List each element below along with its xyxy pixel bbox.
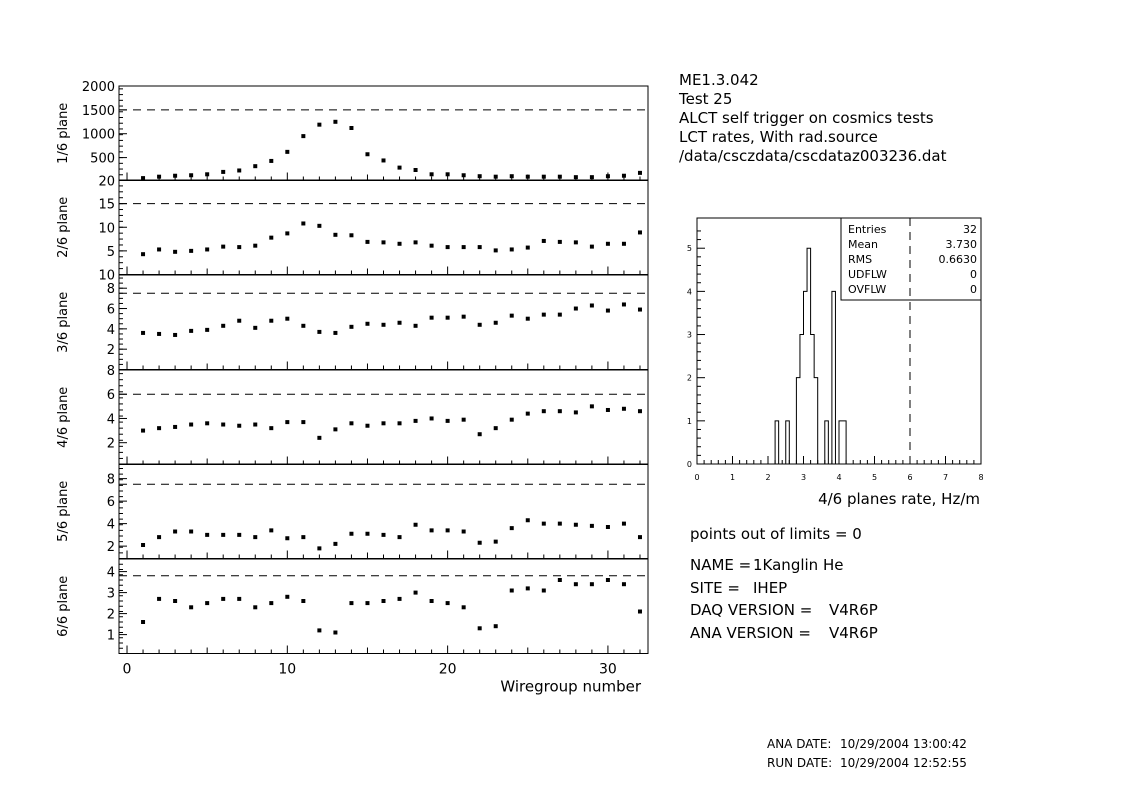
panel-6-xtick-label: 20 (438, 661, 457, 678)
panel-2-point (398, 242, 402, 246)
panel-2-point (494, 248, 498, 252)
panel-5-point (478, 541, 482, 545)
panel-2-point (189, 249, 193, 253)
panel-6-xtick-label: 0 (122, 661, 132, 678)
panel-4-point (462, 418, 466, 422)
header-line-5: /data/csczdata/cscdataz003236.dat (679, 147, 947, 165)
panel-2-point (365, 240, 369, 244)
panel-3-ytick-label: 6 (106, 302, 115, 318)
panel-2-point (237, 245, 241, 249)
ana-date-row (767, 737, 997, 751)
histogram-ytick-label: 4 (686, 287, 692, 297)
panel-3-point (237, 319, 241, 323)
limits-text: points out of limits = 0 (690, 525, 862, 543)
panel-4-ytick-label: 2 (106, 436, 115, 452)
panel-4-point (301, 420, 305, 424)
panel-5-point (237, 533, 241, 537)
panel-6-ylabel: 6/6 plane (56, 575, 71, 637)
panel-5-point (205, 533, 209, 537)
ana-value: V4R6P (829, 624, 878, 642)
panel-5-point (269, 528, 273, 532)
panel-1-point (221, 170, 225, 174)
panel-3-point (398, 321, 402, 325)
panel-6-point (526, 586, 530, 590)
stats-label: UDFLW (848, 268, 887, 281)
panel-4-point (205, 421, 209, 425)
panel-2-point (510, 247, 514, 251)
panel-6-point (317, 628, 321, 632)
panel-1-point (430, 172, 434, 176)
panel-5-point (462, 530, 466, 534)
panel-6-point (606, 578, 610, 582)
ana-date-value: 10/29/2004 13:00:42 (840, 737, 967, 751)
panel-1-point (382, 158, 386, 162)
panel-2-point (382, 240, 386, 244)
panel-4-point (141, 429, 145, 433)
panel-4-point (237, 424, 241, 428)
panel-5-point (157, 535, 161, 539)
panel-5-point (430, 528, 434, 532)
histogram-ytick-label: 3 (686, 330, 692, 340)
panel-2-point (253, 244, 257, 248)
panel-2-point (157, 247, 161, 251)
panel-3-point (574, 307, 578, 311)
panel-1-point (510, 174, 514, 178)
histogram-xtick-label: 2 (765, 473, 771, 482)
panel-1-point (462, 173, 466, 177)
panel-2-point (446, 245, 450, 249)
stats-value: 0 (970, 268, 977, 281)
panel-4-ytick-label: 8 (106, 364, 115, 379)
panel-6-point (382, 599, 386, 603)
panel-2-point (141, 252, 145, 256)
panel-5-point (446, 528, 450, 532)
panel-3-point (638, 308, 642, 312)
panel-3-point (494, 321, 498, 325)
panel-3-point (430, 316, 434, 320)
panel-2-point (574, 240, 578, 244)
panel-4-point (526, 412, 530, 416)
panel-3-point (349, 325, 353, 329)
panel-2-frame (119, 180, 648, 275)
panel-6-point (365, 601, 369, 605)
panel-6-point (221, 597, 225, 601)
panel-6-point (446, 601, 450, 605)
panel-4-point (606, 408, 610, 412)
histogram-xtick-label: 3 (800, 473, 807, 482)
panel-5-point (189, 530, 193, 534)
panel-4-point (398, 421, 402, 425)
panel-5-point (221, 533, 225, 537)
site-label: SITE = (690, 579, 740, 597)
panel-5-point (526, 518, 530, 522)
panel-6-ytick-label: 2 (106, 607, 115, 623)
panel-2-point (622, 242, 626, 246)
panel-5-point (333, 542, 337, 546)
panel-5-frame (119, 464, 648, 559)
header-line-3: ALCT self trigger on cosmics tests (679, 109, 934, 127)
panel-2-point (638, 230, 642, 234)
histogram-xtick-label: 0 (694, 473, 700, 482)
panel-5-point (494, 540, 498, 544)
panel-5-point (285, 536, 289, 540)
panel-2-ylabel: 2/6 plane (56, 196, 71, 258)
panel-1-point (542, 175, 546, 179)
panel-4-point (574, 410, 578, 414)
panel-1-point (558, 175, 562, 179)
panel-3-point (446, 316, 450, 320)
panel-4-point (430, 416, 434, 420)
panel-1-point (317, 123, 321, 127)
site-value: IHEP (753, 579, 788, 597)
panel-6-xlabel: Wiregroup number (500, 677, 641, 696)
name-value: 1Kanglin He (753, 556, 844, 574)
panel-4-ytick-label: 4 (106, 412, 115, 428)
panel-1-point (269, 159, 273, 163)
panel-4-point (494, 426, 498, 430)
panel-1-ytick-label: 2000 (81, 80, 115, 95)
histogram-xtick-label: 4 (836, 473, 842, 482)
panel-6-point (638, 610, 642, 614)
panel-2-ytick-label: 10 (98, 268, 115, 284)
stats-value: 32 (963, 223, 977, 236)
panel-4-point (349, 421, 353, 425)
panel-4-point (333, 427, 337, 431)
panel-5-point (253, 535, 257, 539)
panel-2-point (478, 245, 482, 249)
panel-5-ytick-label: 8 (106, 472, 115, 488)
panel-3-point (510, 314, 514, 318)
panel-5-ytick-label: 2 (106, 540, 115, 556)
histogram-xtick-label: 7 (942, 473, 949, 482)
panel-5-point (590, 524, 594, 528)
panel-5-point (414, 523, 418, 527)
panel-5-point (301, 535, 305, 539)
panel-5-ylabel: 5/6 plane (56, 480, 71, 542)
panel-2-point (349, 233, 353, 237)
panel-1-point (301, 134, 305, 138)
panel-5-ytick-label: 4 (106, 517, 115, 533)
ana-label: ANA VERSION = (690, 624, 811, 642)
panel-2-ytick-label: 15 (98, 197, 115, 213)
panel-3-point (365, 322, 369, 326)
panel-6-point (462, 605, 466, 609)
panel-5-point (398, 535, 402, 539)
panel-5-point (574, 523, 578, 527)
panel-6-point (622, 582, 626, 586)
histogram-xtick-label: 6 (907, 473, 913, 482)
ana-row (690, 624, 990, 642)
panel-1-point (638, 171, 642, 175)
panel-1-point (157, 175, 161, 179)
panel-1-point (237, 168, 241, 172)
panel-6-point (301, 599, 305, 603)
panel-4-point (542, 409, 546, 413)
panel-3-point (478, 323, 482, 327)
panel-4-point (285, 420, 289, 424)
panel-2-point (542, 239, 546, 243)
panel-1-point (349, 126, 353, 130)
panel-6-point (414, 591, 418, 595)
panel-3-ytick-label: 4 (106, 322, 115, 338)
stats-label: Mean (848, 238, 878, 251)
panel-3-point (333, 331, 337, 335)
panel-3-point (462, 315, 466, 319)
panel-4-point (414, 419, 418, 423)
panel-1-ytick-label: 1000 (81, 127, 115, 143)
panel-1-ytick-label: 1500 (81, 103, 115, 119)
panel-1-point (574, 175, 578, 179)
panel-2-point (285, 231, 289, 235)
panel-5-point (510, 526, 514, 530)
panel-3-point (189, 329, 193, 333)
panel-1-point (446, 172, 450, 176)
panel-4-point (269, 426, 273, 430)
panel-3-point (205, 328, 209, 332)
histogram-ytick-label: 1 (686, 416, 692, 426)
run-date-label: RUN DATE: (767, 756, 833, 770)
panel-5-point (173, 530, 177, 534)
panel-1-point (173, 174, 177, 178)
ana-date-label: ANA DATE: (767, 737, 832, 751)
panel-6-point (205, 601, 209, 605)
run-date-row (767, 756, 997, 770)
panel-6-point (574, 582, 578, 586)
header-line-4: LCT rates, With rad.source (679, 128, 878, 146)
panel-3-point (558, 313, 562, 317)
panel-4-point (446, 419, 450, 423)
panel-2-point (462, 245, 466, 249)
panel-3-point (173, 333, 177, 337)
panel-2-point (317, 224, 321, 228)
panel-1-ytick-label: 20 (98, 174, 115, 190)
panel-2-point (173, 250, 177, 254)
panel-4-ylabel: 4/6 plane (56, 386, 71, 448)
histogram-xlabel: 4/6 planes rate, Hz/m (818, 490, 980, 508)
panel-3-point (542, 313, 546, 317)
panel-4-frame (119, 370, 648, 465)
panel-5-point (622, 522, 626, 526)
panel-3-ytick-label: 2 (106, 343, 115, 359)
panel-2-point (333, 233, 337, 237)
panel-1-point (189, 173, 193, 177)
panel-4-point (478, 432, 482, 436)
panel-5-point (349, 532, 353, 536)
panel-3-frame (119, 275, 648, 370)
panel-3-point (414, 324, 418, 328)
panel-6-point (558, 578, 562, 582)
panel-4-point (622, 407, 626, 411)
panel-4-point (253, 423, 257, 427)
stats-label: RMS (848, 253, 873, 266)
panel-4-ytick-label: 6 (106, 388, 115, 404)
panel-5-point (365, 532, 369, 536)
panel-1-point (365, 152, 369, 156)
panel-6-xtick-label: 30 (599, 661, 617, 678)
histogram-xtick-label: 8 (978, 473, 984, 482)
panel-2-point (205, 247, 209, 251)
histogram-ytick-label: 0 (686, 460, 692, 469)
stats-label: OVFLW (848, 283, 887, 296)
panel-5-ytick-label: 6 (106, 495, 115, 511)
panel-6-point (430, 599, 434, 603)
panel-5-point (606, 525, 610, 529)
panel-2-point (221, 245, 225, 249)
panel-2-point (590, 245, 594, 249)
panel-4-point (382, 421, 386, 425)
histogram-ytick-label: 2 (686, 373, 692, 383)
panel-6-point (237, 597, 241, 601)
header-line-2: Test 25 (679, 90, 733, 108)
panel-1-frame (119, 86, 648, 181)
stats-label: Entries (848, 223, 887, 236)
panel-6-point (253, 605, 257, 609)
daq-label: DAQ VERSION = (690, 601, 813, 619)
panel-6-point (542, 589, 546, 593)
panel-2-ytick-label: 10 (98, 221, 115, 237)
panel-6-ytick-label: 3 (106, 586, 115, 602)
stats-value: 0.6630 (938, 253, 977, 266)
panel-2-point (430, 244, 434, 248)
panel-4-point (365, 424, 369, 428)
name-label: NAME = (690, 556, 752, 574)
panel-3-point (317, 330, 321, 334)
panel-1-point (526, 175, 530, 179)
panel-3-point (526, 317, 530, 321)
panel-3-ylabel: 3/6 plane (56, 291, 71, 353)
panel-1-point (205, 172, 209, 176)
panel-3-point (301, 324, 305, 328)
panel-5-point (317, 546, 321, 550)
panel-4-point (317, 436, 321, 440)
panel-1-point (333, 120, 337, 124)
panel-3-point (606, 309, 610, 313)
panel-6-point (590, 582, 594, 586)
panel-2-point (606, 242, 610, 246)
panel-1-point (253, 164, 257, 168)
run-date-value: 10/29/2004 12:52:55 (840, 756, 967, 770)
panel-4-point (510, 418, 514, 422)
panel-2-point (526, 246, 530, 250)
panel-3-point (157, 332, 161, 336)
panel-6-point (173, 599, 177, 603)
histogram-ytick-label: 5 (686, 244, 692, 254)
panel-1-point (478, 174, 482, 178)
panel-6-point (285, 595, 289, 599)
panel-6-point (141, 620, 145, 624)
panel-3-point (141, 331, 145, 335)
panel-6-point (510, 589, 514, 593)
panel-3-point (382, 323, 386, 327)
header-line-1: ME1.3.042 (679, 71, 759, 89)
daq-value: V4R6P (829, 601, 878, 619)
panel-6-point (157, 597, 161, 601)
panel-4-point (638, 409, 642, 413)
panel-5-point (558, 522, 562, 526)
panel-6-xtick-label: 10 (278, 661, 297, 678)
panel-6-frame (119, 559, 648, 654)
panel-6-point (333, 631, 337, 635)
panel-5-point (141, 543, 145, 547)
panel-3-point (221, 324, 225, 328)
panel-4-point (173, 425, 177, 429)
panel-4-point (590, 404, 594, 408)
panel-6-point (349, 601, 353, 605)
panel-4-point (221, 423, 225, 427)
panel-6-point (494, 624, 498, 628)
panel-6-point (478, 626, 482, 630)
panel-2-point (414, 240, 418, 244)
panel-2-ytick-label: 5 (106, 244, 115, 260)
panel-3-point (622, 302, 626, 306)
panel-4-point (157, 426, 161, 430)
panel-1-point (285, 150, 289, 154)
panel-3-point (269, 319, 273, 323)
panel-6-point (189, 605, 193, 609)
panel-6-point (398, 597, 402, 601)
histogram-xtick-label: 1 (729, 473, 736, 482)
panel-3-point (253, 326, 257, 330)
panel-1-point (606, 174, 610, 178)
panel-1-point (414, 168, 418, 172)
panel-3-ytick-label: 8 (106, 282, 115, 298)
daq-row (690, 601, 990, 619)
stats-value: 3.730 (945, 238, 977, 251)
panel-2-point (558, 240, 562, 244)
panel-4-point (558, 409, 562, 413)
panel-5-point (382, 533, 386, 537)
histogram-xtick-label: 5 (871, 473, 878, 482)
panel-3-point (590, 303, 594, 307)
panel-6-ytick-label: 1 (106, 628, 115, 644)
name-row (690, 556, 990, 574)
panel-2-point (301, 221, 305, 225)
panel-6-point (269, 601, 273, 605)
panel-1-point (494, 175, 498, 179)
panel-5-point (542, 522, 546, 526)
panel-3-point (285, 317, 289, 321)
panel-1-point (622, 174, 626, 178)
stats-value: 0 (970, 283, 977, 296)
panel-5-point (638, 535, 642, 539)
panel-1-point (590, 175, 594, 179)
panel-2-point (269, 236, 273, 240)
panel-1-ytick-label: 500 (90, 151, 115, 167)
site-row (690, 579, 990, 597)
panel-4-point (189, 423, 193, 427)
panel-1-ylabel: 1/6 plane (56, 102, 71, 164)
panel-6-ytick-label: 4 (106, 565, 115, 581)
panel-1-point (398, 166, 402, 170)
